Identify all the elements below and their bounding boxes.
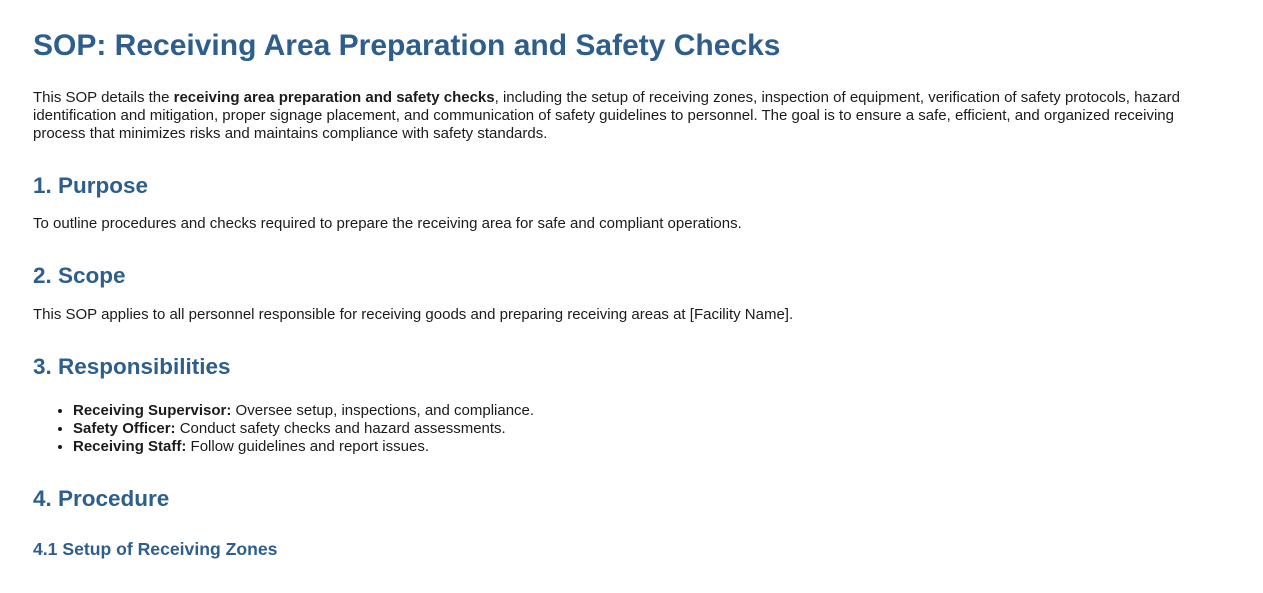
list-item-duty: Follow guidelines and report issues. bbox=[186, 438, 429, 456]
intro-text-before: This SOP details the bbox=[33, 88, 174, 106]
intro-text-after: , including the setup of receiving zones, inspection of equipment, verification of safety protocols, hazard identification and mitigation, proper signage placement, and communication of safety guidelines to personnel. The goal is to ensure a safe, efficient, and organized receiving process that minimizes risks and maintains compliance with safety standards. bbox=[33, 88, 1181, 142]
section-heading-purpose: 1. Purpose bbox=[33, 172, 149, 198]
list-item-receiving-supervisor bbox=[73, 402, 1230, 420]
list-item-role: Safety Officer: bbox=[73, 420, 176, 438]
list-item-safety-officer bbox=[73, 420, 1230, 438]
section-heading-procedure: 4. Procedure bbox=[33, 486, 170, 512]
responsibilities-list bbox=[33, 402, 1230, 456]
section-body-scope: This SOP applies to all personnel responsible for receiving goods and preparing receiving areas at [Facility Name]. bbox=[33, 305, 794, 323]
section-heading-scope: 2. Scope bbox=[33, 263, 126, 289]
list-item-role: Receiving Supervisor: bbox=[73, 402, 232, 420]
subsection-heading-setup-receiving-zones: 4.1 Setup of Receiving Zones bbox=[33, 538, 278, 559]
list-item-duty: Oversee setup, inspections, and compliance. bbox=[231, 402, 535, 420]
intro-bold-phrase: receiving area preparation and safety checks bbox=[173, 88, 495, 106]
list-item-role: Receiving Staff: bbox=[73, 438, 187, 456]
section-body-purpose: To outline procedures and checks required to prepare the receiving area for safe and compliant operations. bbox=[33, 215, 742, 233]
list-item-receiving-staff bbox=[73, 438, 1230, 456]
document-title: SOP: Receiving Area Preparation and Safety Checks bbox=[33, 29, 781, 62]
list-item-duty: Conduct safety checks and hazard assessments. bbox=[175, 420, 506, 438]
intro-paragraph bbox=[33, 89, 1230, 143]
section-heading-responsibilities: 3. Responsibilities bbox=[33, 353, 231, 379]
